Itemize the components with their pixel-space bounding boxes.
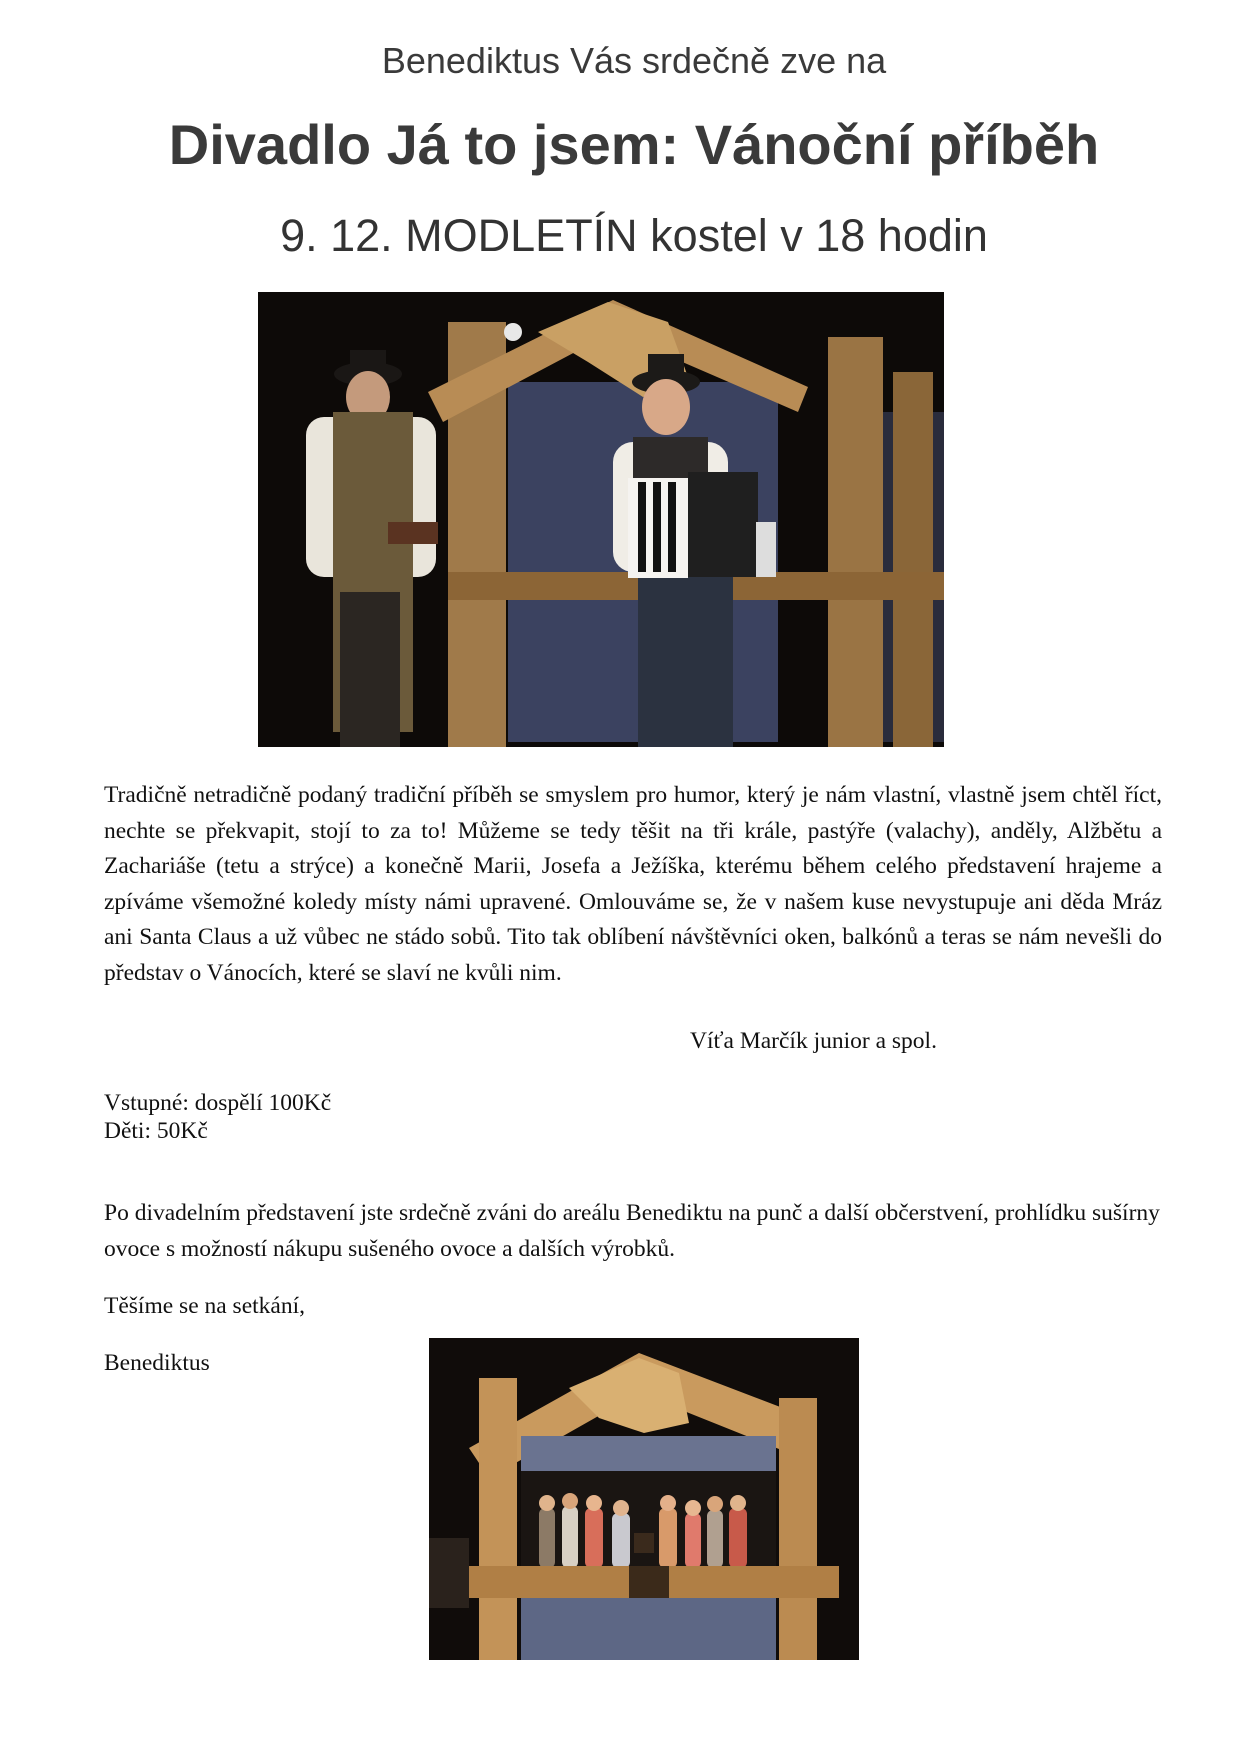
event-date-place: 9. 12. MODLETÍN kostel v 18 hodin <box>280 210 988 261</box>
author-signature: Víťa Marčík junior a spol. <box>690 1028 937 1054</box>
event-title: Divadlo Já to jsem: Vánoční příběh <box>168 113 1100 176</box>
intro-line: Benediktus Vás srdečně zve na <box>381 40 887 81</box>
nativity-stage-illustration <box>429 1338 859 1660</box>
sender-name: Benediktus <box>104 1350 210 1376</box>
price-adults: Vstupné: dospělí 100Kč <box>104 1090 332 1116</box>
performers-photo <box>258 292 944 747</box>
price-children: Děti: 50Kč <box>104 1118 208 1144</box>
nativity-stage-photo <box>429 1338 859 1660</box>
after-show-info: Po divadelním představení jste srdečně zváni do areálu Benediktu na punč a další občerstvení, prohlídku sušírny ovoce s možností nákupu sušeného ovoce a dalších výrobků. <box>104 1200 1160 1262</box>
performers-photo-illustration <box>258 292 944 747</box>
event-description: Tradičně netradičně podaný tradiční příběh se smyslem pro humor, který je nám vlastní, vlastně jsem chtěl říct, nechte se překvapit, stojí to za to! Můžeme se tedy těšit na tři krále, pastýře (valachy), anděly, Alžbětu a Zachariáše (tetu a strýce) a konečně Marii, Josefa a Ježíška, kterému během celého představení hrajeme a zpíváme všemožné koledy místy námi upravené. Omlouváme se, že v našem kuse nevystupuje ani děda Mráz ani Santa Claus a už vůbec ne stádo sobů. Tito tak oblíbení návštěvníci oken, balkónů a teras se nám nevešli do představ o Vánocích, které se slaví ne kvůli nim. <box>104 782 1162 986</box>
closing-line: Těšíme se na setkání, <box>104 1293 305 1319</box>
